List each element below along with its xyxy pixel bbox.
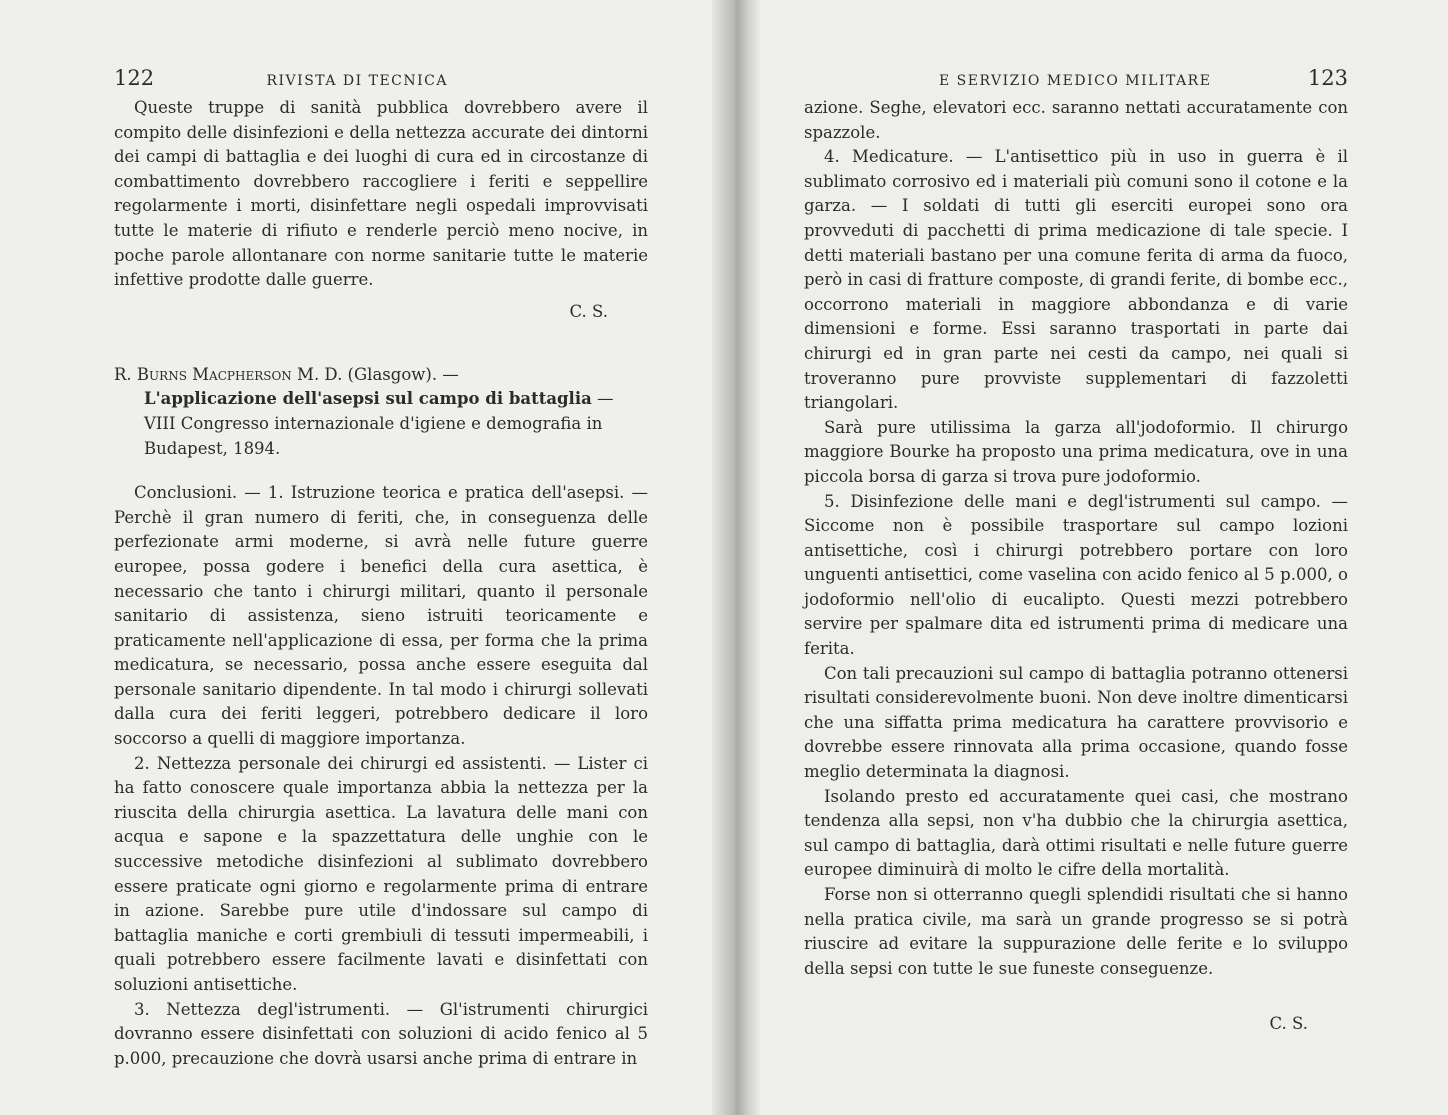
left-paragraph-1: Queste truppe di sanità pubblica dovrebbero avere il compito delle disinfezioni e della nettezza accurate dei dintorni dei campi di battaglia e dei luoghi di cura ed in circostanze di combattimento dovrebbero raccogliere i feriti e seppellire regolarmente i morti, disinfettare negli ospedali improvvisati tutte le materie di rifiuto e renderle perciò meno nocive, in poche parole allontanare con norme sanitarie tutte le materie infettive prodotte dalle guerre.: [114, 98, 648, 290]
right-paragraph-6: Isolando presto ed accuratamente quei casi, che mostrano tendenza alla sepsi, non v'ha dubbio che la chirurgia asettica, sul campo di battaglia, darà ottimi risultati e nelle future guerre europee diminuirà di molto le cifre della mortalità.: [804, 786, 1348, 880]
bibliographic-reference: [114, 363, 648, 461]
left-paragraph-3: 2. Nettezza personale dei chirurgi ed assistenti. — Lister ci ha fatto conoscere quale importanza abbia la nettezza per la riuscita della chirurgia asettica. La lavatura delle mani con acqua e sapone e la spazzettatura delle unghie con le successive metodiche disinfezioni al sublimato dovrebbero essere praticate ogni giorno e regolarmente prima di entrare in azione. Sarebbe pure utile d'indossare sul campo di battaglia maniche e corti grembiuli di tessuti impermeabili, i quali potrebbero essere facilmente lavati e disinfettati con soluzioni antisettiche.: [114, 753, 648, 994]
reference-initial: R.: [114, 364, 132, 384]
reference-degree: M. D. (Glasgow). —: [297, 364, 459, 384]
left-signature: C. S.: [569, 301, 608, 321]
right-paragraph-5: Con tali precauzioni sul campo di battaglia potranno ottenersi risultati considerevolmente buoni. Non deve inoltre dimenticarsi che una siffatta prima medicatura ha carattere provvisorio e dovrebbe essere rinnovata alla prima occasione, quando fosse meglio determinata la diagnosi.: [804, 663, 1348, 782]
right-signature: C. S.: [1269, 1014, 1308, 1034]
left-running-title: RIVISTA DI TECNICA: [266, 73, 448, 89]
reference-continuation: [114, 387, 648, 461]
reference-first-line: [114, 363, 648, 388]
left-page-number: 122: [114, 66, 155, 90]
right-paragraph-3: Sarà pure utilissima la garza all'jodoformio. Il chirurgo maggiore Bourke ha proposto una prima medicatura, ove in una piccola borsa di garza si trova pure jodoformio.: [804, 417, 1348, 486]
left-paragraph-4: 3. Nettezza degl'istrumenti. — Gl'istrumenti chirurgici dovranno essere disinfettati con soluzioni di acido fenico al 5 p.000, precauzione che dovrà usarsi anche prima di entrare in: [114, 999, 648, 1068]
right-page-number: 123: [1307, 66, 1348, 90]
right-paragraph-4: 5. Disinfezione delle mani e degl'istrumenti sul campo. — Siccome non è possibile trasportare sul campo lozioni antisettiche, così i chirurgi potrebbero portare con loro unguenti antisettici, come vaselina con acido fenico al 5 p.000, o jodoformio nell'olio di eucalipto. Questi mezzi potrebbero servire per spalmare dita ed istrumenti prima di medicare una ferita.: [804, 491, 1348, 659]
right-paragraph-2: 4. Medicature. — L'antisettico più in uso in guerra è il sublimato corrosivo ed i materiali più comuni sono il cotone e la garza. — I soldati di tutti gli eserciti europei sono ora provveduti di pacchetti di prima medicazione di tale specie. I detti materiali bastano per una comune ferita di arma da fuoco, però in casi di fratture composte, di grandi ferite, di bombe ecc., occorrono materiali in maggiore abbondanza e di varie dimensioni e forme. Essi saranno trasportati in parte dai chirurgi ed in gran parte nei cesti da campo, nei quali si troveranno pure provviste supplementari di fazzoletti triangolari.: [804, 147, 1348, 413]
left-paragraph-2: Conclusioni. — 1. Istruzione teorica e pratica dell'asepsi. — Perchè il gran numero di feriti, che, in conseguenza delle perfezionate armi moderne, si avrà nelle future guerre europee, possa godere i benefici della cura asettica, è necessario che tanto i chirurgi militari, quanto il personale sanitario di assistenza, sieno istruiti teoricamente e praticamente nell'applicazione di essa, per forma che la prima medicatura, se necessario, possa anche essere eseguita dal personale sanitario dipendente. In tal modo i chirurgi sollevati dalla cura dei feriti leggeri, potrebbero dedicare il loro soccorso a quelli di maggiore importanza.: [114, 483, 648, 749]
right-running-head: [804, 66, 1348, 90]
reference-details: — VIII Congresso internazionale d'igiene e demografia in Budapest, 1894.: [144, 389, 614, 458]
reference-title: L'applicazione dell'asepsi sul campo di battaglia: [144, 389, 592, 409]
right-page: [724, 0, 1448, 1115]
right-running-title: E SERVIZIO MEDICO MILITARE: [939, 73, 1212, 89]
right-paragraph-1: azione. Seghe, elevatori ecc. saranno nettati accuratamente con spazzole.: [804, 98, 1348, 142]
reference-author: Burns Macpherson: [136, 364, 292, 384]
right-paragraph-7: Forse non si otterranno quegli splendidi risultati che si hanno nella pratica civile, ma sarà un grande progresso se si potrà riuscire ad evitare la suppurazione delle ferite e lo sviluppo della sepsi con tutte le sue funeste conseguenze.: [804, 885, 1348, 978]
left-running-head: [114, 66, 648, 90]
book-gutter: [712, 0, 760, 1115]
